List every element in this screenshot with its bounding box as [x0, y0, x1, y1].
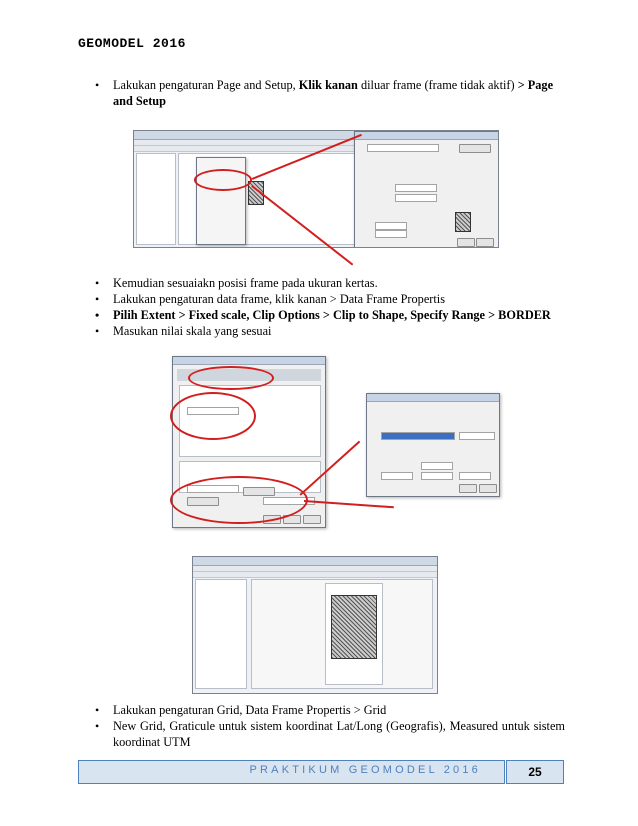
bullet-list-middle [95, 275, 565, 339]
bullet-text: Lakukan pengaturan Grid, Data Frame Propertis > Grid [113, 703, 387, 717]
highlight-fixed-scale [170, 392, 256, 440]
table-of-contents-panel [195, 579, 247, 689]
map-thumbnail [331, 595, 377, 659]
table-of-contents-panel [136, 153, 176, 245]
footer-label: PRAKTIKUM GEOMODEL 2016 [249, 764, 481, 776]
page-number: 25 [506, 760, 564, 784]
bullet-page-setup [95, 77, 565, 109]
bullet-adjust-frame [95, 275, 565, 291]
bullet-list-bottom [95, 702, 565, 750]
bullet-grid [95, 702, 565, 718]
bullet-text: New Grid, Graticule untuk sistem koordinat Lat/Long (Geografis), Measured untuk sistem koordinat UTM [113, 719, 565, 749]
running-header: GEOMODEL 2016 [78, 36, 186, 51]
page-footer [78, 760, 562, 782]
bullet-extent [95, 307, 565, 323]
bullet-text: Pilih Extent > Fixed scale, Clip Options > Clip to Shape, Specify Range > BORDER [113, 308, 551, 322]
bullet-bold-text: Klik kanan [298, 78, 358, 92]
bullet-text: Lakukan pengaturan data frame, klik kanan > Data Frame Propertis [113, 292, 445, 306]
highlight-page-setup-menu [194, 169, 252, 191]
bullet-new-grid [95, 718, 565, 750]
screenshot-data-frame-clipping [366, 393, 500, 497]
highlight-data-frame-tab [188, 366, 274, 390]
bullet-text: Lakukan pengaturan Page and Setup, [113, 78, 299, 92]
screenshot-arcmap-layout [192, 556, 438, 694]
bullet-scale [95, 323, 565, 339]
highlight-clip-options [170, 476, 308, 524]
page-print-setup-dialog [354, 131, 499, 248]
screenshot-page-setup [133, 130, 499, 248]
bullet-text: Masukan nilai skala yang sesuai [113, 324, 272, 338]
bullet-text-rest: diluar frame (frame tidak aktif) [357, 78, 518, 92]
bullet-data-frame [95, 291, 565, 307]
bullet-bold-text-end: > Page and Setup [113, 78, 554, 108]
bullet-list-top [95, 77, 565, 109]
bullet-text: Kemudian sesuaiakn posisi frame pada ukuran kertas. [113, 276, 378, 290]
